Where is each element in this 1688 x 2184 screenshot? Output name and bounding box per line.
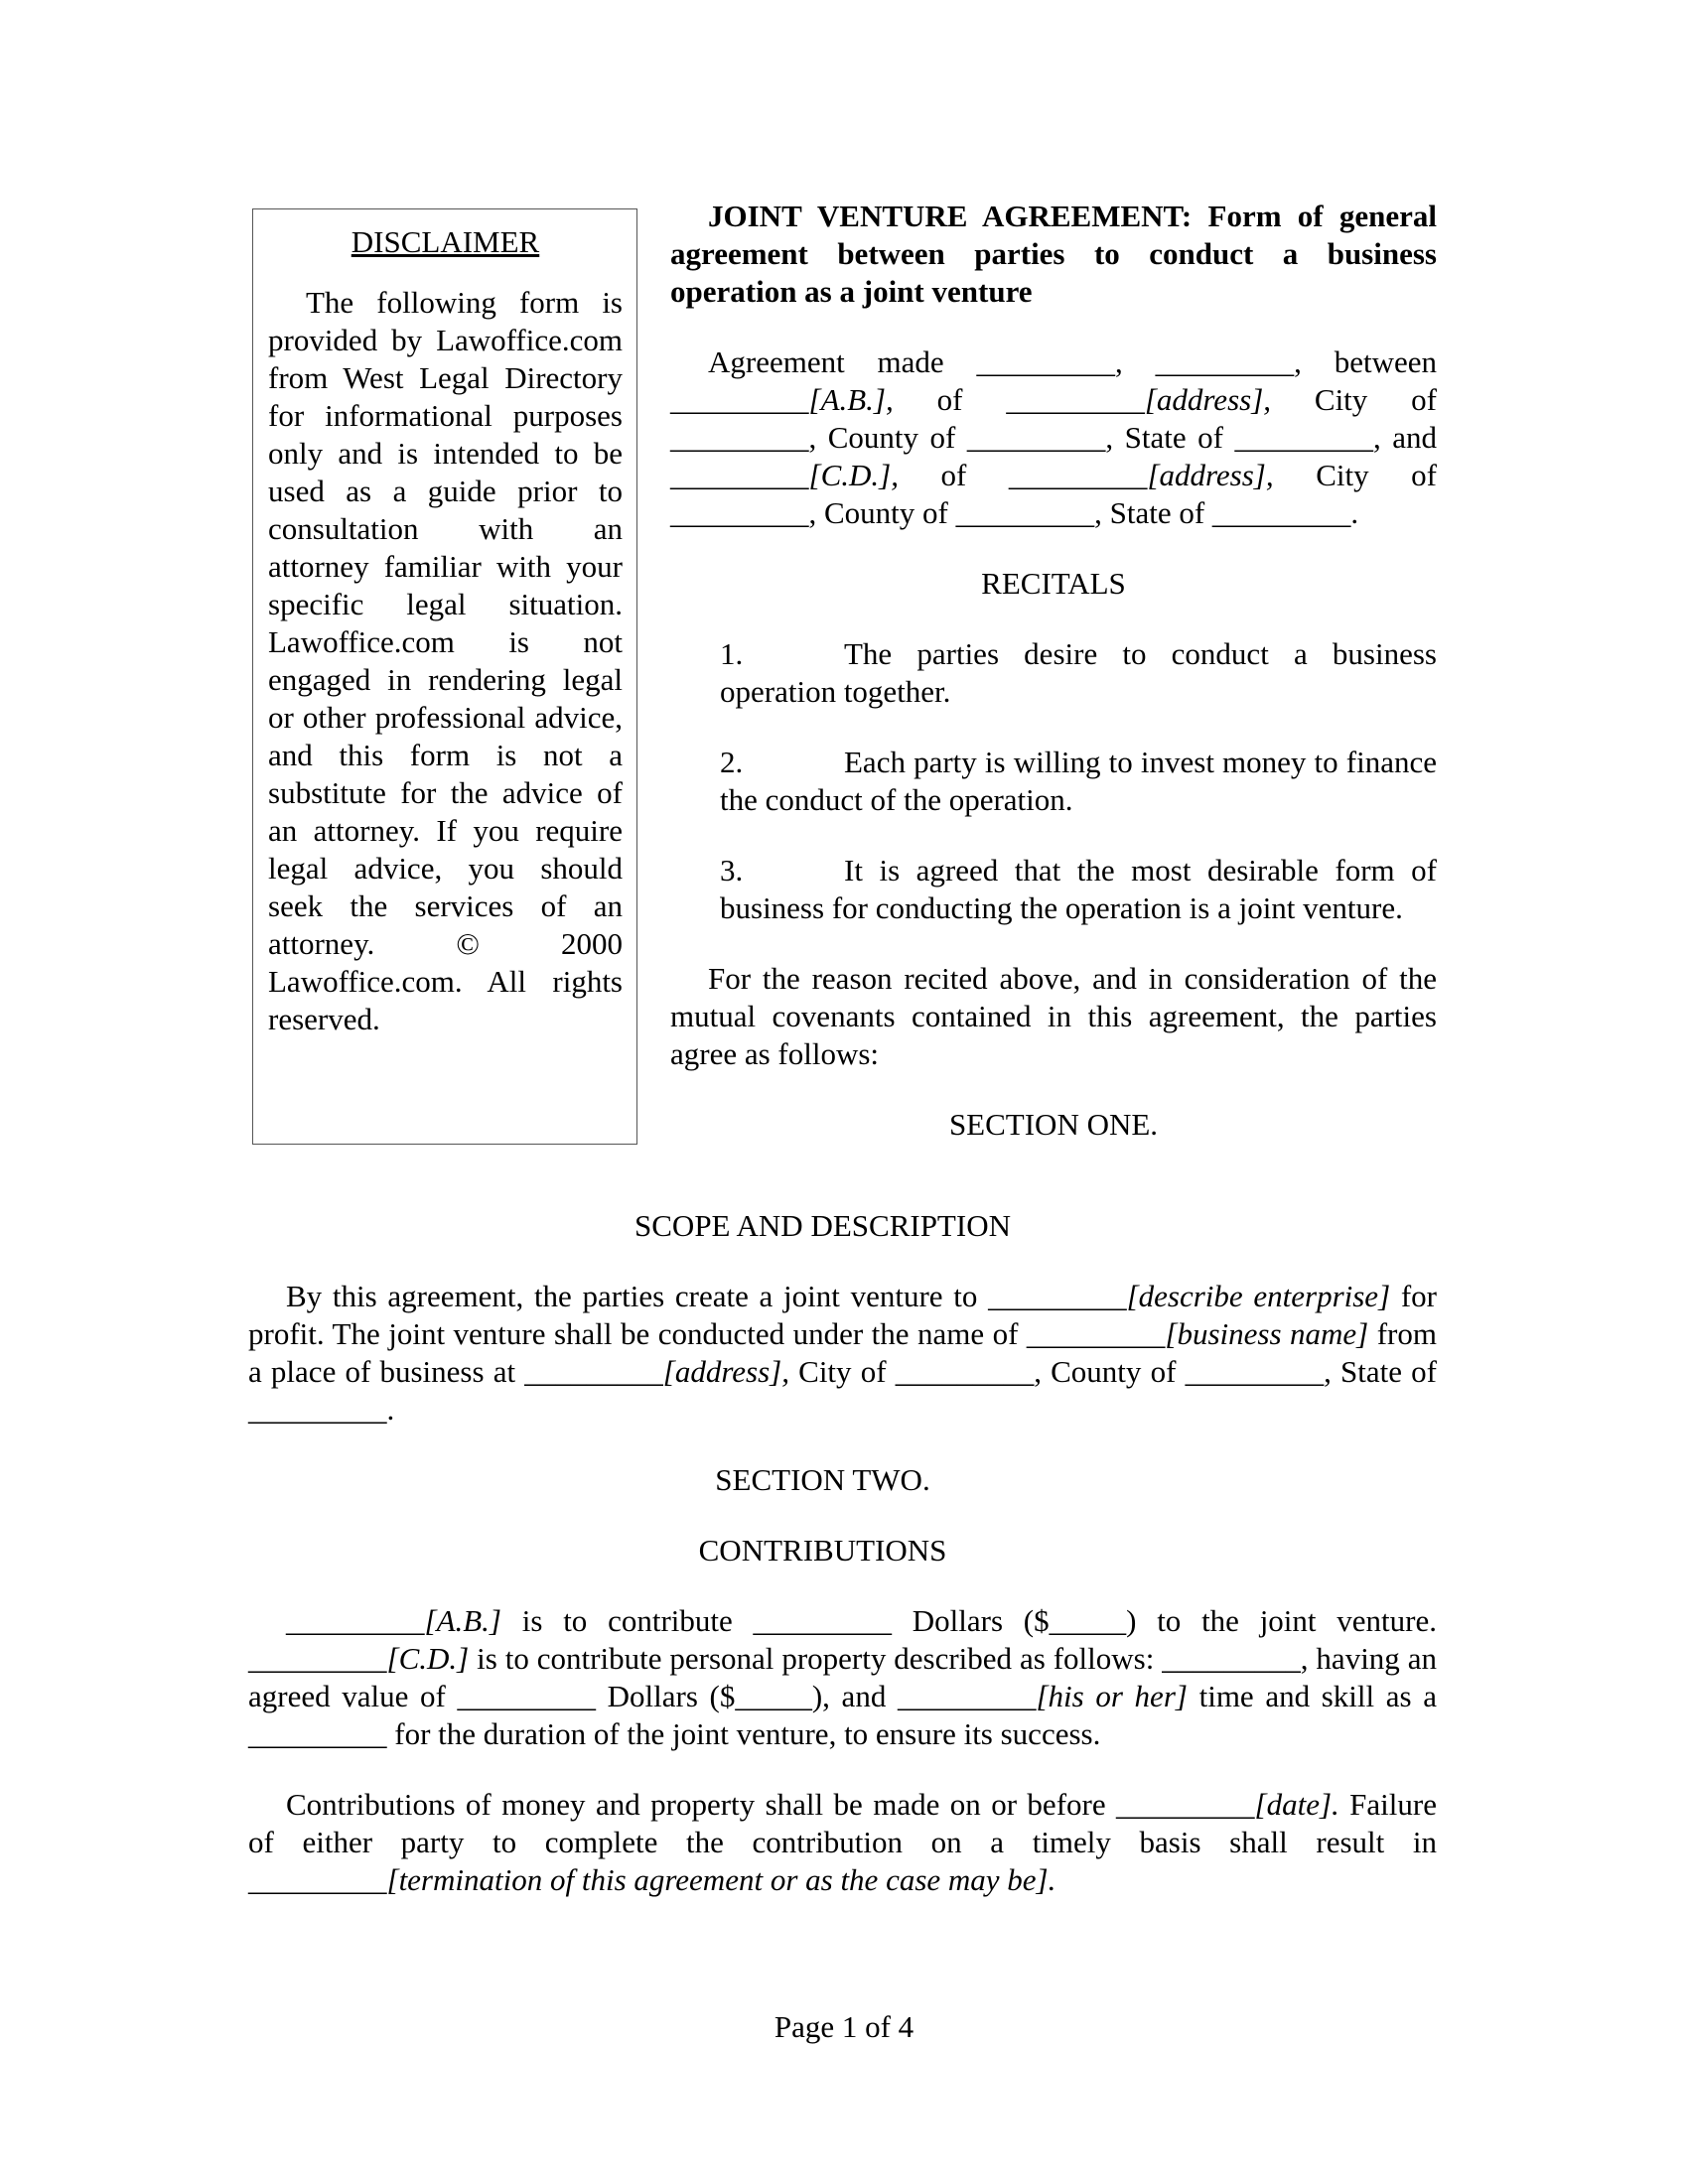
placeholder-termination: [termination of this agreement or as the case may be]. (386, 1862, 1056, 1897)
paragraph-text: Contributions of money and property shall be made on or before _________ (286, 1787, 1255, 1822)
recital-number: 1. (720, 636, 744, 671)
placeholder-enterprise: [describe enterprise] (1126, 1279, 1391, 1313)
recital-number: 2. (720, 745, 744, 779)
placeholder-address: [address], (662, 1354, 789, 1389)
consideration-paragraph: For the reason recited above, and in consideration of the mutual covenants contained in this agreement, the parties agree as follows: (670, 961, 1437, 1071)
placeholder-business-name: [business name] (1165, 1316, 1369, 1351)
contribution-timing-paragraph (248, 1786, 1437, 1899)
intro-paragraph (670, 343, 1437, 532)
section-two-subheading: CONTRIBUTIONS (698, 1533, 947, 1568)
intro-text: of _________ (898, 458, 1148, 492)
paragraph-text: is to contribute personal property described as follows: _________, having an agreed value of _________ Dollars ($_____), and _________ (248, 1641, 1437, 1713)
full-width-content (248, 1207, 1437, 1899)
placeholder-ab: [A.B.] (424, 1603, 501, 1638)
right-column (670, 198, 1437, 1144)
placeholder-cd: [C.D.], (808, 458, 899, 492)
section-one-paragraph (248, 1278, 1437, 1429)
paragraph-text: Failure of either party to complete the contribution on a timely basis shall result in _________ (248, 1787, 1437, 1897)
recital-number: 3. (720, 853, 744, 887)
recital-text: Each party is willing to invest money to finance the conduct of the operation. (720, 745, 1437, 817)
intro-text: of _________ (893, 382, 1145, 417)
disclaimer-title: DISCLAIMER (351, 224, 540, 259)
placeholder-address: [address], (1147, 458, 1274, 492)
intro-text: City of _________, County of _________, State of _________, and _________ (670, 382, 1437, 492)
contributions-paragraph (248, 1602, 1437, 1753)
paragraph-text: from a place of business at _________ (248, 1316, 1437, 1389)
recital-item (720, 852, 1437, 927)
placeholder-ab: [A.B.], (808, 382, 894, 417)
paragraph-text: for profit. The joint venture shall be conducted under the name of _________ (248, 1279, 1437, 1351)
intro-text: Agreement made _________, _________, between _________ (670, 344, 1437, 417)
placeholder-cd: [C.D.] (386, 1641, 470, 1676)
intro-text: City of _________, County of _________, State of _________. (670, 458, 1437, 530)
section-one-subheading: SCOPE AND DESCRIPTION (634, 1208, 1011, 1243)
page-number: Page 1 of 4 (774, 2009, 914, 2044)
section-one-heading: SECTION ONE. (948, 1107, 1159, 1142)
paragraph-text: is to contribute _________ Dollars ($_____) to the joint venture. _________ (248, 1603, 1437, 1676)
recital-text: It is agreed that the most desirable form of business for conducting the operation is a joint venture. (720, 853, 1437, 925)
document-title: JOINT VENTURE AGREEMENT: Form of general agreement between parties to conduct a business operation as a joint venture (670, 199, 1437, 309)
placeholder-address: [address], (1144, 382, 1272, 417)
paragraph-text: By this agreement, the parties create a joint venture to _________ (286, 1279, 1127, 1313)
recitals-heading: RECITALS (981, 566, 1126, 601)
paragraph-text: _________ (286, 1603, 425, 1638)
recital-item (720, 744, 1437, 819)
placeholder-date: [date]. (1254, 1787, 1339, 1822)
paragraph-text: City of _________, County of _________, State of _________. (248, 1354, 1437, 1427)
recital-text: The parties desire to conduct a business operation together. (720, 636, 1437, 709)
disclaimer-box (252, 208, 637, 1145)
disclaimer-body: The following form is provided by Lawoffice.com from West Legal Directory for informational purposes only and is intended to be used as a guide prior to consultation with an attorney familiar with your specific legal situation. Lawoffice.com is not engaged in rendering legal or other professional advice, and this form is not a substitute for the advice of an attorney. If you require legal advice, you should seek the services of an attorney. © 2000 Lawoffice.com. All rights reserved. (268, 285, 623, 1036)
paragraph-text: time and skill as a _________ for the duration of the joint venture, to ensure its success. (248, 1679, 1437, 1751)
recital-item (720, 635, 1437, 711)
placeholder-his-or-her: [his or her] (1036, 1679, 1188, 1713)
section-two-heading: SECTION TWO. (715, 1462, 930, 1497)
